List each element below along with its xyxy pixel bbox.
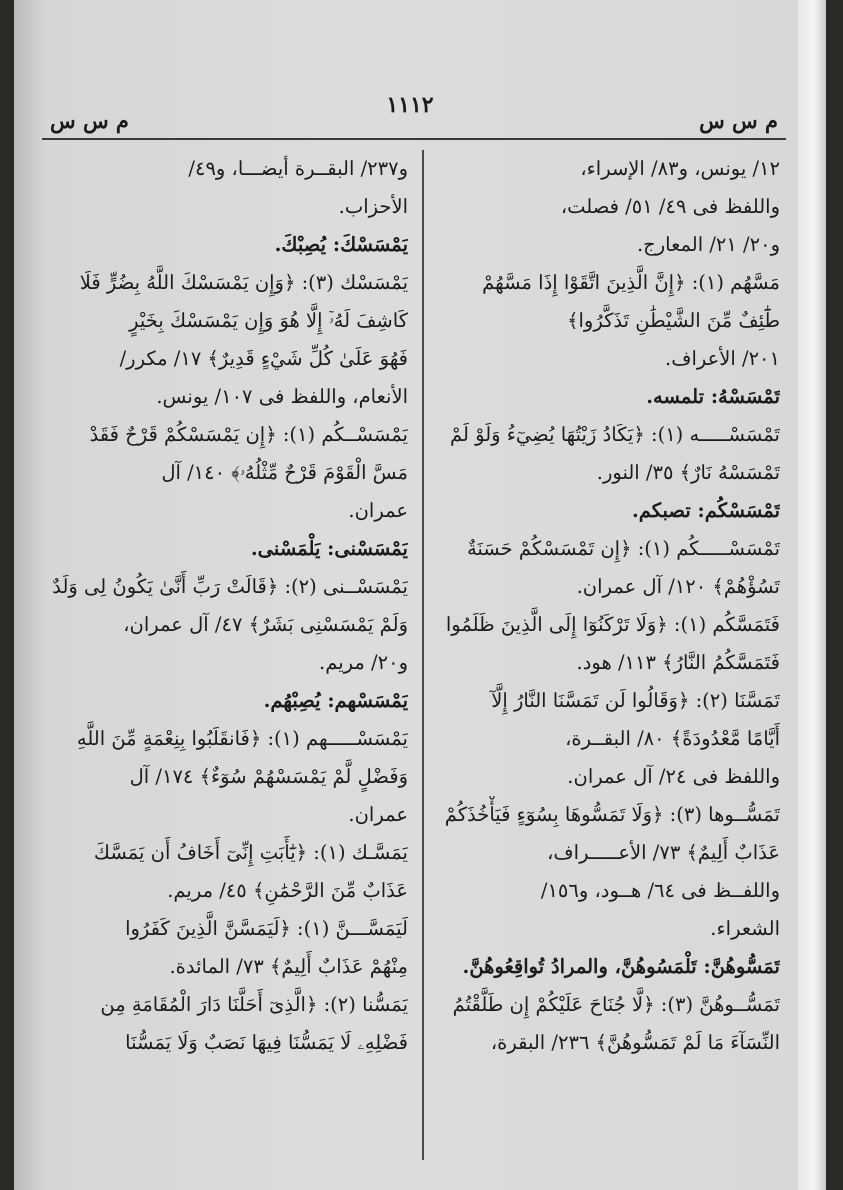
lemma-line: يَمْسَسْهم: يُصِبْهُم. bbox=[263, 689, 408, 712]
text-line: فَتَمَسَّكُمُ النَّارُ﴾ ١١٣/ هود. bbox=[576, 651, 780, 674]
text-line: الأحزاب. bbox=[338, 195, 408, 218]
entry-line: تَمَسَّنَا (٢): ﴿وَقَالُوا لَن تَمَسَّنَا النَّارُ إِلَّآ bbox=[491, 689, 780, 712]
entry-line: يَمْسَسْـــــهم (١): ﴿فَانقَلَبُوا بِنِعْمَةٍ مِّنَ اللَّهِ bbox=[76, 727, 408, 750]
text-line: مَسَّ الْقَوْمَ قَرْحٌ مِّثْلُهُۥ﴾ ١٤٠/ آل bbox=[161, 461, 408, 484]
entry-line: تَمَسُّــوها (٣): ﴿وَلَا تَمَسُّوهَا بِسُوٓءٍ فَيَأْخُذَكُمْ bbox=[444, 803, 780, 826]
text-line: واللفــظ فى ٦٤/ هــود، و١٥٦/ bbox=[540, 879, 780, 902]
entry-line: مَسَّهُم (١): ﴿إِنَّ الَّذِينَ اتَّقَوْا إِذَا مَسَّهُمْ bbox=[482, 271, 780, 294]
running-head-right: م س س bbox=[699, 108, 778, 133]
text-line: الأنعام، واللفظ فى ١٠٧/ يونس. bbox=[156, 385, 408, 408]
lemma-line: يَمْسَسْكَ: يُصِبْكَ. bbox=[274, 233, 408, 256]
entry-line: يَمَسَّـك (١): ﴿يَٰٓأَبَتِ إِنِّىٓ أَخَافُ أَن يَمَسَّكَ bbox=[93, 841, 408, 864]
book-page bbox=[14, 0, 826, 1190]
text-line: عَذَابٌ مِّنَ الرَّحْمَٰنِ﴾ ٤٥/ مريم. bbox=[167, 879, 408, 902]
text-line: فَضْلِهِۦ لَا يَمَسُّنَا فِيهَا نَصَبٌ وَلَا يَمَسُّنَا bbox=[125, 1031, 408, 1054]
text-line: واللفظ فى ٢٤/ آل عمران. bbox=[567, 765, 780, 788]
lemma-line: تَمْسَسْهُ: تلمسه. bbox=[646, 385, 780, 408]
right-column bbox=[400, 150, 780, 1165]
left-column bbox=[48, 150, 408, 1165]
page-edge bbox=[798, 0, 826, 1190]
entry-line: فَتَمَسَّكُم (١): ﴿وَلَا تَرْكَنُوٓا إِلَى الَّذِينَ ظَلَمُوا bbox=[445, 613, 780, 636]
text-line: كَاشِفَ لَهُۥٓ إِلَّا هُوَ وَإِن يَمْسَسْكَ بِخَيْرٍ bbox=[129, 309, 408, 332]
entry-line: تَمَسُّــوهُنَّ (٣): ﴿لَّا جُنَاحَ عَلَيْكُمْ إِن طَلَّقْتُمُ bbox=[452, 993, 780, 1016]
entry-line: يَمْسَسْــنى (٢): ﴿قَالَتْ رَبِّ أَنَّىٰ يَكُونُ لِى وَلَدٌ bbox=[52, 575, 408, 598]
text-line: وَلَمْ يَمْسَسْنِى بَشَرٌ﴾ ٤٧/ آل عمران، bbox=[123, 613, 408, 636]
text-line: مِنْهُمْ عَذَابٌ أَلِيمٌ﴾ ٧٣/ المائدة. bbox=[169, 955, 408, 978]
entry-line: تَمْسَسْـــــكُم (١): ﴿إِن تَمْسَسْكُمْ حَسَنَةٌ bbox=[466, 537, 780, 560]
text-line: الشعراء. bbox=[710, 917, 780, 940]
header-rule bbox=[42, 138, 786, 140]
text-line: ٢٠١/ الأعراف. bbox=[665, 347, 780, 370]
text-line: ١٢/ يونس، و٨٣/ الإسراء، bbox=[580, 157, 780, 180]
text-line: عَذَابٌ أَلِيمٌ﴾ ٧٣/ الأعـــــراف، bbox=[547, 841, 780, 864]
text-line: أَيَّامًا مَّعْدُودَةً﴾ ٨٠/ البقــرة، bbox=[565, 727, 780, 750]
lemma-line: تَمَسُّوهُنَّ: تَلْمَسُوهُنَّ، والمرادُ تُواقِعُوهُنَّ. bbox=[462, 955, 780, 978]
page-header bbox=[34, 92, 786, 142]
entry-line: تَمْسَسْـــــه (١): ﴿يَكَادُ زَيْتُهَا يُضِيٓءُ وَلَوْ لَمْ bbox=[450, 423, 780, 446]
text-line: عمران. bbox=[348, 803, 408, 826]
entry-line: يَمْسَسْك (٣): ﴿وَإِن يَمْسَسْكَ اللَّهُ بِضُرٍّ فَلَا bbox=[79, 271, 408, 294]
text-line: النِّسَآءَ مَا لَمْ تَمَسُّوهُنَّ﴾ ٢٣٦/ البقرة، bbox=[490, 1031, 780, 1054]
text-line: عمران. bbox=[348, 499, 408, 522]
entry-line: يَمْسَسْــكُم (١): ﴿إِن يَمْسَسْكُمْ قَرْحٌ فَقَدْ bbox=[89, 423, 408, 446]
text-line: و٢٣٧/ البقــرة أيضـــا، و٤٩/ bbox=[188, 157, 408, 180]
page-number: ١١١٢ bbox=[386, 92, 434, 118]
lemma-line: يَمْسَسْنى: يَلْمَسْنى. bbox=[250, 537, 408, 560]
lemma-line: تَمْسَسْكُم: تصبكم. bbox=[632, 499, 780, 522]
text-line: واللفظ فى ٤٩/ ٥١/ فصلت، bbox=[560, 195, 780, 218]
text-line: وَفَضْلٍ لَّمْ يَمْسَسْهُمْ سُوٓءٌ﴾ ١٧٤/ آل bbox=[129, 765, 408, 788]
running-head-left: م س س bbox=[50, 108, 129, 133]
text-line: تَمْسَسْهُ نَارٌ﴾ ٣٥/ النور. bbox=[596, 461, 780, 484]
text-line: و٢٠/ ٢١/ المعارج. bbox=[636, 233, 780, 256]
text-line: و٢٠/ مريم. bbox=[319, 651, 408, 674]
entry-line: يَمَسُّنا (٢): ﴿الَّذِىٓ أَحَلَّنَا دَارَ الْمُقَامَةِ مِن bbox=[100, 993, 408, 1016]
text-line: طَٰٓئِفٌ مِّنَ الشَّيْطَٰنِ تَذَكَّرُوا﴾ bbox=[567, 309, 780, 332]
column-divider bbox=[422, 150, 424, 1160]
text-line: فَهُوَ عَلَىٰ كُلِّ شَيْءٍ قَدِيرٌ﴾ ١٧/ مكرر/ bbox=[119, 347, 408, 370]
text-line: تَسُؤْهُمْ﴾ ١٢٠/ آل عمران. bbox=[576, 575, 780, 598]
entry-line: لَيَمَسَّـــنَّ (١): ﴿لَيَمَسَّنَّ الَّذِينَ كَفَرُوا bbox=[125, 917, 408, 940]
